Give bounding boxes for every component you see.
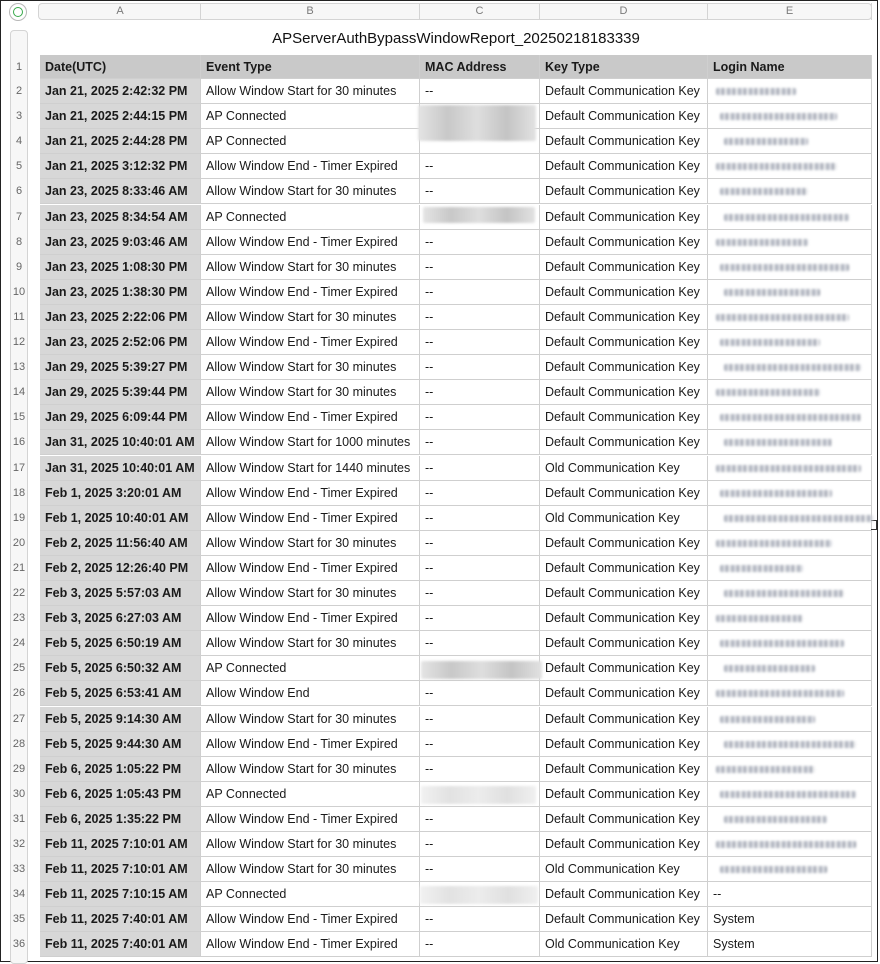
redacted-login — [720, 264, 849, 271]
event-cell[interactable]: AP Connected — [201, 882, 420, 907]
date-cell[interactable]: Feb 3, 2025 6:27:03 AM — [40, 606, 201, 631]
event-cell[interactable]: Allow Window End - Timer Expired — [201, 481, 420, 506]
mac-cell[interactable]: -- — [420, 154, 540, 179]
mac-cell[interactable]: -- — [420, 556, 540, 581]
event-cell[interactable]: Allow Window Start for 30 minutes — [201, 757, 420, 782]
row-number[interactable]: 21 — [12, 561, 26, 574]
redacted-login — [720, 188, 808, 195]
date-cell[interactable]: Feb 11, 2025 7:10:01 AM — [40, 857, 201, 882]
redacted-login — [716, 163, 837, 170]
redacted-login — [724, 816, 827, 823]
mac-cell[interactable]: -- — [420, 732, 540, 757]
key-cell[interactable]: Default Communication Key — [540, 707, 708, 732]
row-number[interactable]: 22 — [12, 587, 26, 599]
key-cell[interactable]: Default Communication Key — [540, 606, 708, 631]
date-cell[interactable]: Jan 31, 2025 10:40:01 AM — [40, 456, 201, 481]
event-cell[interactable]: Allow Window End - Timer Expired — [201, 330, 420, 355]
redacted-mac-address — [418, 105, 536, 141]
date-cell[interactable]: Feb 5, 2025 6:53:41 AM — [40, 681, 201, 706]
event-cell[interactable]: Allow Window End - Timer Expired — [201, 907, 420, 932]
redacted-login — [716, 841, 856, 848]
date-cell[interactable]: Feb 11, 2025 7:40:01 AM — [40, 907, 201, 932]
mac-cell[interactable]: -- — [420, 230, 540, 255]
date-cell[interactable]: Jan 23, 2025 2:22:06 PM — [40, 305, 201, 330]
redacted-login — [716, 88, 796, 95]
key-cell[interactable]: Default Communication Key — [540, 531, 708, 556]
login-cell[interactable]: System — [708, 907, 872, 932]
event-cell[interactable]: Allow Window Start for 1440 minutes — [201, 456, 420, 481]
row-number[interactable]: 1 — [15, 61, 23, 73]
mac-cell[interactable]: -- — [420, 681, 540, 706]
key-cell[interactable]: Default Communication Key — [540, 205, 708, 230]
row-number[interactable]: 4 — [15, 135, 23, 148]
header-mac[interactable]: MAC Address — [420, 55, 540, 79]
row-number[interactable]: 5 — [15, 160, 23, 173]
key-cell[interactable]: Default Communication Key — [540, 230, 708, 255]
date-cell[interactable]: Feb 5, 2025 9:44:30 AM — [40, 732, 201, 757]
key-cell[interactable]: Default Communication Key — [540, 305, 708, 330]
row-number[interactable]: 19 — [12, 511, 26, 524]
date-cell[interactable]: Feb 5, 2025 6:50:32 AM — [40, 656, 201, 681]
row-number[interactable]: 28 — [12, 737, 26, 750]
key-cell[interactable]: Default Communication Key — [540, 907, 708, 932]
mac-cell[interactable]: -- — [420, 456, 540, 481]
redacted-login — [724, 741, 856, 748]
date-cell[interactable]: Feb 6, 2025 1:05:43 PM — [40, 782, 201, 807]
date-cell[interactable]: Jan 21, 2025 3:12:32 PM — [40, 154, 201, 179]
mac-cell[interactable]: -- — [420, 430, 540, 455]
row-number[interactable]: 6 — [15, 185, 23, 198]
redacted-mac-address — [421, 661, 542, 679]
redacted-login — [724, 289, 820, 296]
event-cell[interactable]: Allow Window Start for 30 minutes — [201, 179, 420, 204]
key-cell[interactable]: Old Communication Key — [540, 857, 708, 882]
mac-cell[interactable]: -- — [420, 832, 540, 857]
mac-cell[interactable]: -- — [420, 757, 540, 782]
key-cell[interactable]: Default Communication Key — [540, 481, 708, 506]
event-cell[interactable]: Allow Window End - Timer Expired — [201, 556, 420, 581]
key-cell[interactable]: Default Communication Key — [540, 179, 708, 204]
redacted-login — [716, 239, 808, 246]
date-cell[interactable]: Jan 23, 2025 8:33:46 AM — [40, 179, 201, 204]
date-cell[interactable]: Jan 29, 2025 6:09:44 PM — [40, 405, 201, 430]
row-number[interactable]: 11 — [13, 310, 25, 323]
column-header-c[interactable]: C — [420, 3, 540, 20]
event-cell[interactable]: AP Connected — [201, 782, 420, 807]
date-cell[interactable]: Jan 29, 2025 5:39:27 PM — [40, 355, 201, 380]
header-event[interactable]: Event Type — [201, 55, 420, 79]
redacted-mac-address — [420, 886, 538, 904]
date-cell[interactable]: Jan 29, 2025 5:39:44 PM — [40, 380, 201, 405]
row-number[interactable]: 9 — [15, 260, 23, 273]
row-number[interactable]: 18 — [12, 486, 26, 499]
redacted-login — [716, 540, 832, 547]
row-number[interactable]: 16 — [12, 436, 26, 449]
redacted-mac-address — [421, 786, 536, 804]
header-date[interactable]: Date(UTC) — [40, 55, 201, 79]
key-cell[interactable]: Default Communication Key — [540, 430, 708, 455]
event-cell[interactable]: Allow Window End - Timer Expired — [201, 732, 420, 757]
date-cell[interactable]: Feb 1, 2025 10:40:01 AM — [40, 506, 201, 531]
key-cell[interactable]: Old Communication Key — [540, 506, 708, 531]
row-number[interactable]: 26 — [12, 687, 26, 700]
redacted-login — [724, 515, 873, 522]
event-cell[interactable]: Allow Window End - Timer Expired — [201, 932, 420, 957]
mac-cell[interactable]: -- — [420, 606, 540, 631]
mac-cell[interactable]: -- — [420, 380, 540, 405]
row-number[interactable]: 8 — [15, 235, 23, 248]
redacted-login — [724, 138, 808, 145]
mac-cell[interactable]: -- — [420, 255, 540, 280]
redacted-login — [716, 766, 815, 773]
date-cell[interactable]: Jan 23, 2025 1:08:30 PM — [40, 255, 201, 280]
date-cell[interactable]: Feb 5, 2025 6:50:19 AM — [40, 631, 201, 656]
key-cell[interactable]: Default Communication Key — [540, 380, 708, 405]
column-header-e[interactable]: E — [708, 3, 872, 20]
mac-cell[interactable]: -- — [420, 280, 540, 305]
event-cell[interactable]: AP Connected — [201, 205, 420, 230]
row-number[interactable]: 31 — [12, 812, 26, 825]
mac-cell[interactable]: -- — [420, 932, 540, 957]
date-cell[interactable]: Feb 1, 2025 3:20:01 AM — [40, 481, 201, 506]
column-header-d[interactable]: D — [540, 3, 708, 20]
mac-cell[interactable]: -- — [420, 531, 540, 556]
mac-cell[interactable]: -- — [420, 907, 540, 932]
date-cell[interactable]: Feb 5, 2025 9:14:30 AM — [40, 707, 201, 732]
date-cell[interactable]: Jan 23, 2025 1:38:30 PM — [40, 280, 201, 305]
mac-cell[interactable]: -- — [420, 857, 540, 882]
mac-cell[interactable]: -- — [420, 79, 540, 104]
mac-cell[interactable]: -- — [420, 405, 540, 430]
event-cell[interactable]: AP Connected — [201, 129, 420, 154]
redacted-login — [720, 414, 861, 421]
redacted-login — [720, 490, 832, 497]
event-cell[interactable]: Allow Window Start for 30 minutes — [201, 631, 420, 656]
key-cell[interactable]: Default Communication Key — [540, 581, 708, 606]
event-cell[interactable]: Allow Window Start for 30 minutes — [201, 581, 420, 606]
row-number[interactable]: 34 — [12, 888, 26, 901]
redacted-login — [724, 665, 815, 672]
key-cell[interactable]: Old Communication Key — [540, 456, 708, 481]
key-cell[interactable]: Default Communication Key — [540, 782, 708, 807]
mac-cell[interactable]: -- — [420, 707, 540, 732]
redacted-login — [716, 690, 844, 697]
row-number[interactable]: 30 — [12, 787, 26, 800]
row-number[interactable]: 3 — [15, 110, 23, 123]
event-cell[interactable]: Allow Window Start for 1000 minutes — [201, 430, 420, 455]
event-cell[interactable]: Allow Window End - Timer Expired — [201, 807, 420, 832]
mac-cell[interactable]: -- — [420, 355, 540, 380]
redacted-login — [720, 339, 820, 346]
redacted-login — [720, 716, 815, 723]
event-cell[interactable]: Allow Window Start for 30 minutes — [201, 857, 420, 882]
event-cell[interactable]: Allow Window End - Timer Expired — [201, 606, 420, 631]
event-cell[interactable]: Allow Window Start for 30 minutes — [201, 79, 420, 104]
date-cell[interactable]: Feb 11, 2025 7:10:01 AM — [40, 832, 201, 857]
event-cell[interactable]: Allow Window Start for 30 minutes — [201, 305, 420, 330]
key-cell[interactable]: Default Communication Key — [540, 807, 708, 832]
header-login[interactable]: Login Name — [708, 55, 872, 79]
event-cell[interactable]: Allow Window End - Timer Expired — [201, 280, 420, 305]
row-number[interactable]: 15 — [12, 411, 26, 424]
redacted-login — [716, 465, 861, 472]
event-cell[interactable]: Allow Window End - Timer Expired — [201, 154, 420, 179]
event-cell[interactable]: Allow Window End - Timer Expired — [201, 405, 420, 430]
key-cell[interactable]: Default Communication Key — [540, 255, 708, 280]
key-cell[interactable]: Default Communication Key — [540, 104, 708, 129]
key-cell[interactable]: Default Communication Key — [540, 832, 708, 857]
date-cell[interactable]: Feb 2, 2025 12:26:40 PM — [40, 556, 201, 581]
redacted-login — [720, 866, 827, 873]
mac-cell[interactable]: -- — [420, 807, 540, 832]
row-number[interactable]: 24 — [12, 637, 26, 650]
row-number[interactable]: 32 — [12, 838, 26, 850]
mac-cell[interactable]: -- — [420, 305, 540, 330]
key-cell[interactable]: Default Communication Key — [540, 330, 708, 355]
redacted-login — [724, 214, 849, 221]
key-cell[interactable]: Default Communication Key — [540, 681, 708, 706]
header-key[interactable]: Key Type — [540, 55, 708, 79]
row-number[interactable]: 14 — [12, 386, 26, 399]
row-number[interactable]: 25 — [12, 662, 26, 675]
redacted-login — [720, 113, 837, 120]
key-cell[interactable]: Default Communication Key — [540, 656, 708, 681]
event-cell[interactable]: Allow Window Start for 30 minutes — [201, 707, 420, 732]
mac-cell[interactable]: -- — [420, 631, 540, 656]
redacted-login — [720, 640, 844, 647]
date-cell[interactable]: Feb 11, 2025 7:10:15 AM — [40, 882, 201, 907]
key-cell[interactable]: Default Communication Key — [540, 732, 708, 757]
redacted-mac-address — [423, 207, 535, 223]
row-number[interactable]: 35 — [12, 913, 26, 926]
date-cell[interactable]: Feb 11, 2025 7:40:01 AM — [40, 932, 201, 957]
column-header-b[interactable]: B — [201, 3, 420, 20]
mac-cell[interactable]: -- — [420, 581, 540, 606]
event-cell[interactable]: AP Connected — [201, 104, 420, 129]
row-number[interactable]: 27 — [12, 712, 26, 725]
key-cell[interactable]: Default Communication Key — [540, 556, 708, 581]
date-cell[interactable]: Feb 3, 2025 5:57:03 AM — [40, 581, 201, 606]
redacted-login — [724, 364, 861, 371]
event-cell[interactable]: Allow Window End - Timer Expired — [201, 506, 420, 531]
date-cell[interactable]: Jan 21, 2025 2:44:15 PM — [40, 104, 201, 129]
redacted-login — [716, 615, 803, 622]
row-number[interactable]: 23 — [12, 612, 26, 625]
date-cell[interactable]: Jan 21, 2025 2:44:28 PM — [40, 129, 201, 154]
row-number[interactable]: 36 — [12, 938, 26, 951]
redacted-login — [720, 791, 856, 798]
row-number[interactable]: 10 — [12, 285, 26, 298]
redacted-login — [724, 590, 844, 597]
mac-cell[interactable]: -- — [420, 506, 540, 531]
date-cell[interactable]: Jan 23, 2025 8:34:54 AM — [40, 205, 201, 230]
redacted-login — [716, 389, 820, 396]
key-cell[interactable]: Default Communication Key — [540, 882, 708, 907]
event-cell[interactable]: Allow Window Start for 30 minutes — [201, 380, 420, 405]
mac-cell[interactable]: -- — [420, 330, 540, 355]
key-cell[interactable]: Default Communication Key — [540, 631, 708, 656]
key-cell[interactable]: Default Communication Key — [540, 355, 708, 380]
event-cell[interactable]: Allow Window Start for 30 minutes — [201, 832, 420, 857]
event-cell[interactable]: Allow Window End — [201, 681, 420, 706]
date-cell[interactable]: Jan 23, 2025 2:52:06 PM — [40, 330, 201, 355]
row-number[interactable]: 29 — [12, 762, 26, 775]
event-cell[interactable]: Allow Window End - Timer Expired — [201, 230, 420, 255]
redacted-login — [720, 565, 803, 572]
select-all-button[interactable] — [9, 3, 27, 21]
login-cell[interactable]: System — [708, 932, 872, 957]
event-cell[interactable]: Allow Window Start for 30 minutes — [201, 255, 420, 280]
key-cell[interactable]: Default Communication Key — [540, 154, 708, 179]
row-number[interactable]: 13 — [12, 361, 26, 374]
sheet-title: APServerAuthBypassWindowReport_20250218183339 — [272, 30, 640, 47]
redacted-login — [716, 314, 849, 321]
date-cell[interactable]: Jan 21, 2025 2:42:32 PM — [40, 79, 201, 104]
row-number[interactable]: 33 — [12, 863, 26, 876]
date-cell[interactable]: Feb 6, 2025 1:05:22 PM — [40, 757, 201, 782]
row-number[interactable]: 17 — [12, 461, 26, 474]
redacted-login — [724, 439, 832, 446]
key-cell[interactable]: Default Communication Key — [540, 280, 708, 305]
mac-cell[interactable]: -- — [420, 481, 540, 506]
key-cell[interactable]: Default Communication Key — [540, 405, 708, 430]
event-cell[interactable]: Allow Window Start for 30 minutes — [201, 355, 420, 380]
row-number[interactable]: 20 — [12, 536, 26, 549]
key-cell[interactable]: Default Communication Key — [540, 129, 708, 154]
date-cell[interactable]: Jan 23, 2025 9:03:46 AM — [40, 230, 201, 255]
mac-cell[interactable]: -- — [420, 179, 540, 204]
row-number[interactable]: 12 — [12, 336, 26, 348]
key-cell[interactable]: Default Communication Key — [540, 757, 708, 782]
date-cell[interactable]: Feb 6, 2025 1:35:22 PM — [40, 807, 201, 832]
date-cell[interactable]: Jan 31, 2025 10:40:01 AM — [40, 430, 201, 455]
login-cell[interactable]: -- — [708, 882, 872, 907]
event-cell[interactable]: AP Connected — [201, 656, 420, 681]
key-cell[interactable]: Old Communication Key — [540, 932, 708, 957]
event-cell[interactable]: Allow Window Start for 30 minutes — [201, 531, 420, 556]
row-number[interactable]: 7 — [15, 210, 23, 223]
column-header-a[interactable]: A — [40, 3, 201, 20]
row-number[interactable]: 2 — [15, 85, 23, 97]
date-cell[interactable]: Feb 2, 2025 11:56:40 AM — [40, 531, 201, 556]
key-cell[interactable]: Default Communication Key — [540, 79, 708, 104]
